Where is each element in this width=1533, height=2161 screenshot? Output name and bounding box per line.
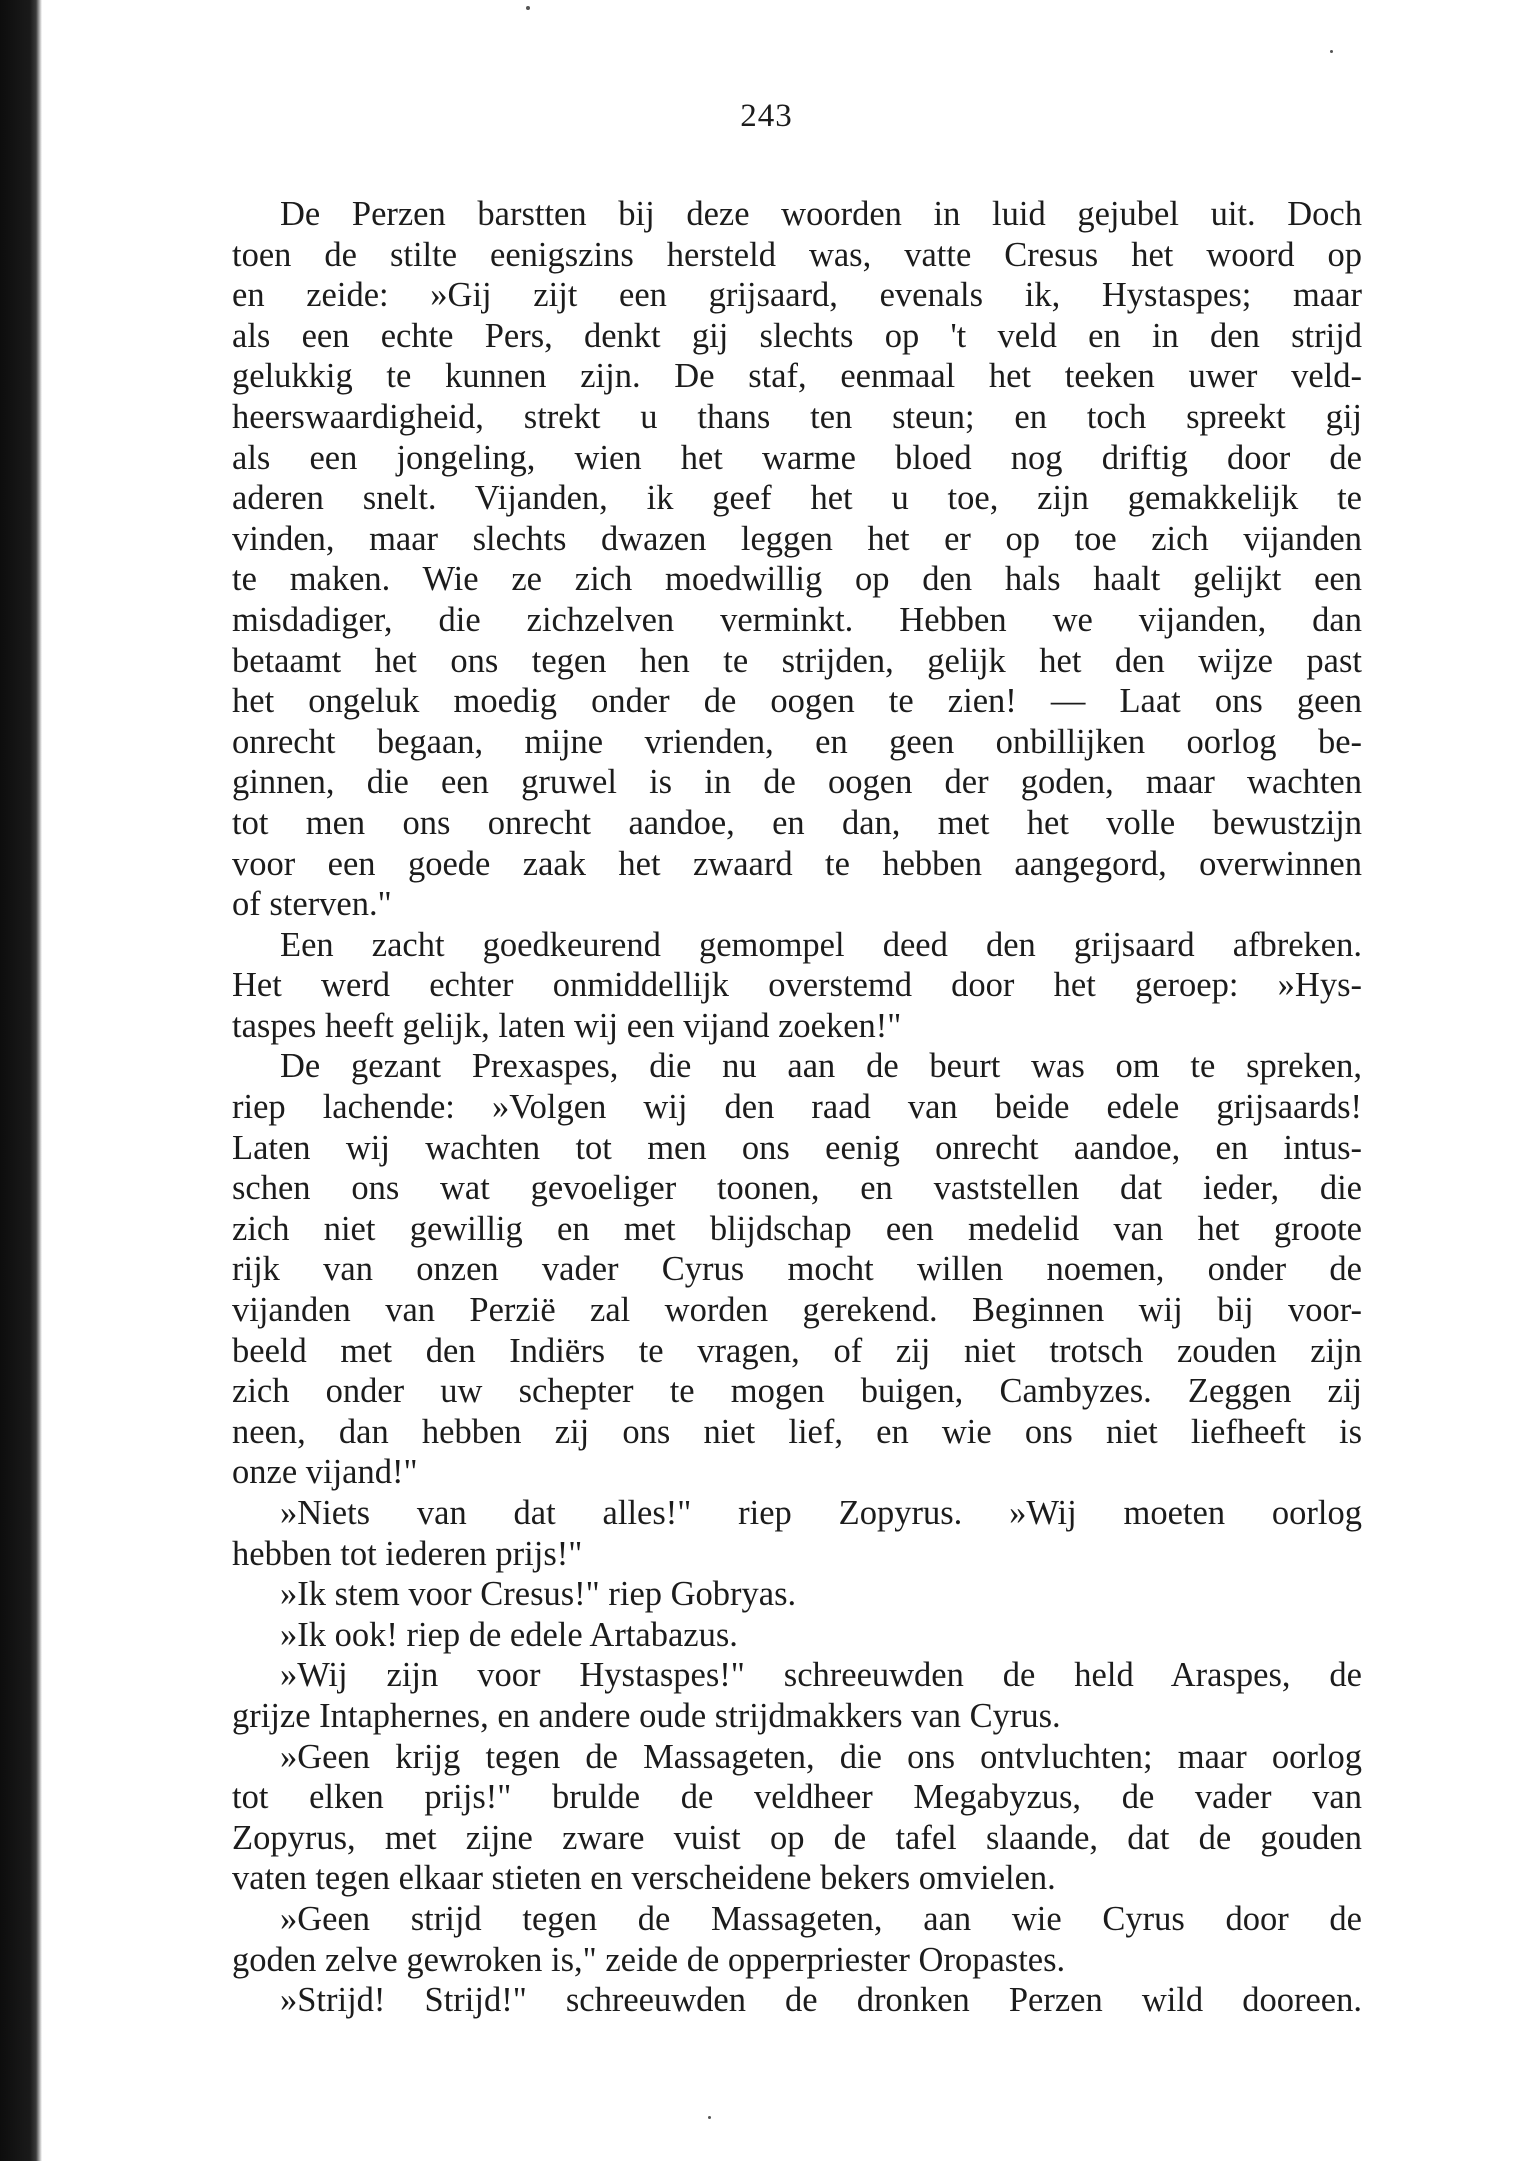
text-line: beeld met den Indiërs te vragen, of zij niet trotsch zouden zijn: [232, 1331, 1362, 1370]
text-line: schen ons wat gevoeliger toonen, en vaststellen dat ieder, die: [232, 1169, 1362, 1208]
text-line: zich onder uw schepter te mogen buigen, Cambyzes. Zeggen zij: [232, 1372, 1362, 1411]
page-body-text: [232, 194, 1362, 2021]
text-line: vaten tegen elkaar stieten en verscheidene bekers omvielen.: [232, 1859, 1056, 1898]
paper-speck: [708, 2116, 711, 2119]
text-line: Zopyrus, met zijne zware vuist op de tafel slaande, dat de gouden: [232, 1818, 1362, 1857]
text-line: tot elken prijs!" brulde de veldheer Megabyzus, de vader van: [232, 1778, 1362, 1817]
text-line: toen de stilte eenigszins hersteld was, vatte Cresus het woord op: [232, 235, 1362, 274]
paper-speck: [1330, 50, 1333, 53]
text-line: riep lachende: »Volgen wij den raad van beide edele grijsaards!: [232, 1088, 1362, 1127]
text-line: zich niet gewillig en met blijdschap een medelid van het groote: [232, 1209, 1362, 1248]
page-number: 243: [740, 98, 793, 134]
text-line: Het werd echter onmiddellijk overstemd door het geroep: »Hys-: [232, 966, 1362, 1005]
text-line: vinden, maar slechts dwazen leggen het er op toe zich vijanden: [232, 519, 1362, 558]
text-line: als een jongeling, wien het warme bloed nog driftig door de: [232, 438, 1362, 477]
text-line: »Ik ook! riep de edele Artabazus.: [280, 1615, 738, 1654]
text-line: te maken. Wie ze zich moedwillig op den hals haalt gelijkt een: [232, 560, 1362, 599]
text-line: betaamt het ons tegen hen te strijden, gelijk het den wijze past: [232, 641, 1362, 680]
text-line: onrecht begaan, mijne vrienden, en geen onbillijken oorlog be-: [232, 722, 1362, 761]
text-line: De Perzen barstten bij deze woorden in luid gejubel uit. Doch: [280, 195, 1362, 233]
text-line: neen, dan hebben zij ons niet lief, en wie ons niet liefheeft is: [232, 1412, 1362, 1451]
text-line: »Geen krijg tegen de Massageten, die ons ontvluchten; maar oorlog: [280, 1737, 1362, 1776]
text-line: tot men ons onrecht aandoe, en dan, met het volle bewustzijn: [232, 803, 1362, 842]
paper-speck: [526, 6, 530, 10]
text-line: goden zelve gewroken is," zeide de opperpriester Oropastes.: [232, 1940, 1066, 1979]
text-line: Laten wij wachten tot men ons eenig onrecht aandoe, en intus-: [232, 1128, 1362, 1167]
text-line: of sterven.": [232, 885, 392, 924]
text-line: »Geen strijd tegen de Massageten, aan wie Cyrus door de: [280, 1899, 1362, 1938]
text-line: taspes heeft gelijk, laten wij een vijand zoeken!": [232, 1006, 902, 1045]
page-binding-edge: [0, 0, 42, 2161]
text-line: aderen snelt. Vijanden, ik geef het u toe, zijn gemakkelijk te: [232, 479, 1362, 518]
text-line: en zeide: »Gij zijt een grijsaard, evenals ik, Hystaspes; maar: [232, 276, 1362, 315]
text-line: rijk van onzen vader Cyrus mocht willen noemen, onder de: [232, 1250, 1362, 1289]
text-line: De gezant Prexaspes, die nu aan de beurt was om te spreken,: [280, 1047, 1362, 1086]
text-line: vijanden van Perzië zal worden gerekend. Beginnen wij bij voor-: [232, 1291, 1362, 1330]
text-line: »Niets van dat alles!" riep Zopyrus. »Wij moeten oorlog: [280, 1494, 1362, 1532]
text-line: voor een goede zaak het zwaard te hebben aangegord, overwinnen: [232, 844, 1362, 883]
text-line: »Ik stem voor Cresus!" riep Gobryas.: [280, 1575, 797, 1614]
text-line: »Wij zijn voor Hystaspes!" schreeuwden de held Araspes, de: [280, 1656, 1362, 1695]
text-line: het ongeluk moedig onder de oogen te zien! — Laat ons geen: [232, 682, 1362, 721]
text-line: Een zacht goedkeurend gemompel deed den grijsaard afbreken.: [280, 925, 1362, 964]
text-line: onze vijand!": [232, 1453, 418, 1492]
text-line: hebben tot iederen prijs!": [232, 1534, 583, 1573]
text-line: als een echte Pers, denkt gij slechts op 't veld en in den strijd: [232, 316, 1362, 355]
text-line: heerswaardigheid, strekt u thans ten steun; en toch spreekt gij: [232, 397, 1362, 436]
text-lines: [232, 194, 1362, 2021]
text-line: misdadiger, die zichzelven verminkt. Hebben we vijanden, dan: [232, 600, 1362, 639]
text-line: gelukkig te kunnen zijn. De staf, eenmaal het teeken uwer veld-: [232, 357, 1362, 396]
text-line: »Strijd! Strijd!" schreeuwden de dronken Perzen wild dooreen.: [280, 1981, 1362, 2020]
text-line: grijze Intaphernes, en andere oude strijdmakkers van Cyrus.: [232, 1696, 1061, 1735]
text-line: ginnen, die een gruwel is in de oogen der goden, maar wachten: [232, 763, 1362, 802]
